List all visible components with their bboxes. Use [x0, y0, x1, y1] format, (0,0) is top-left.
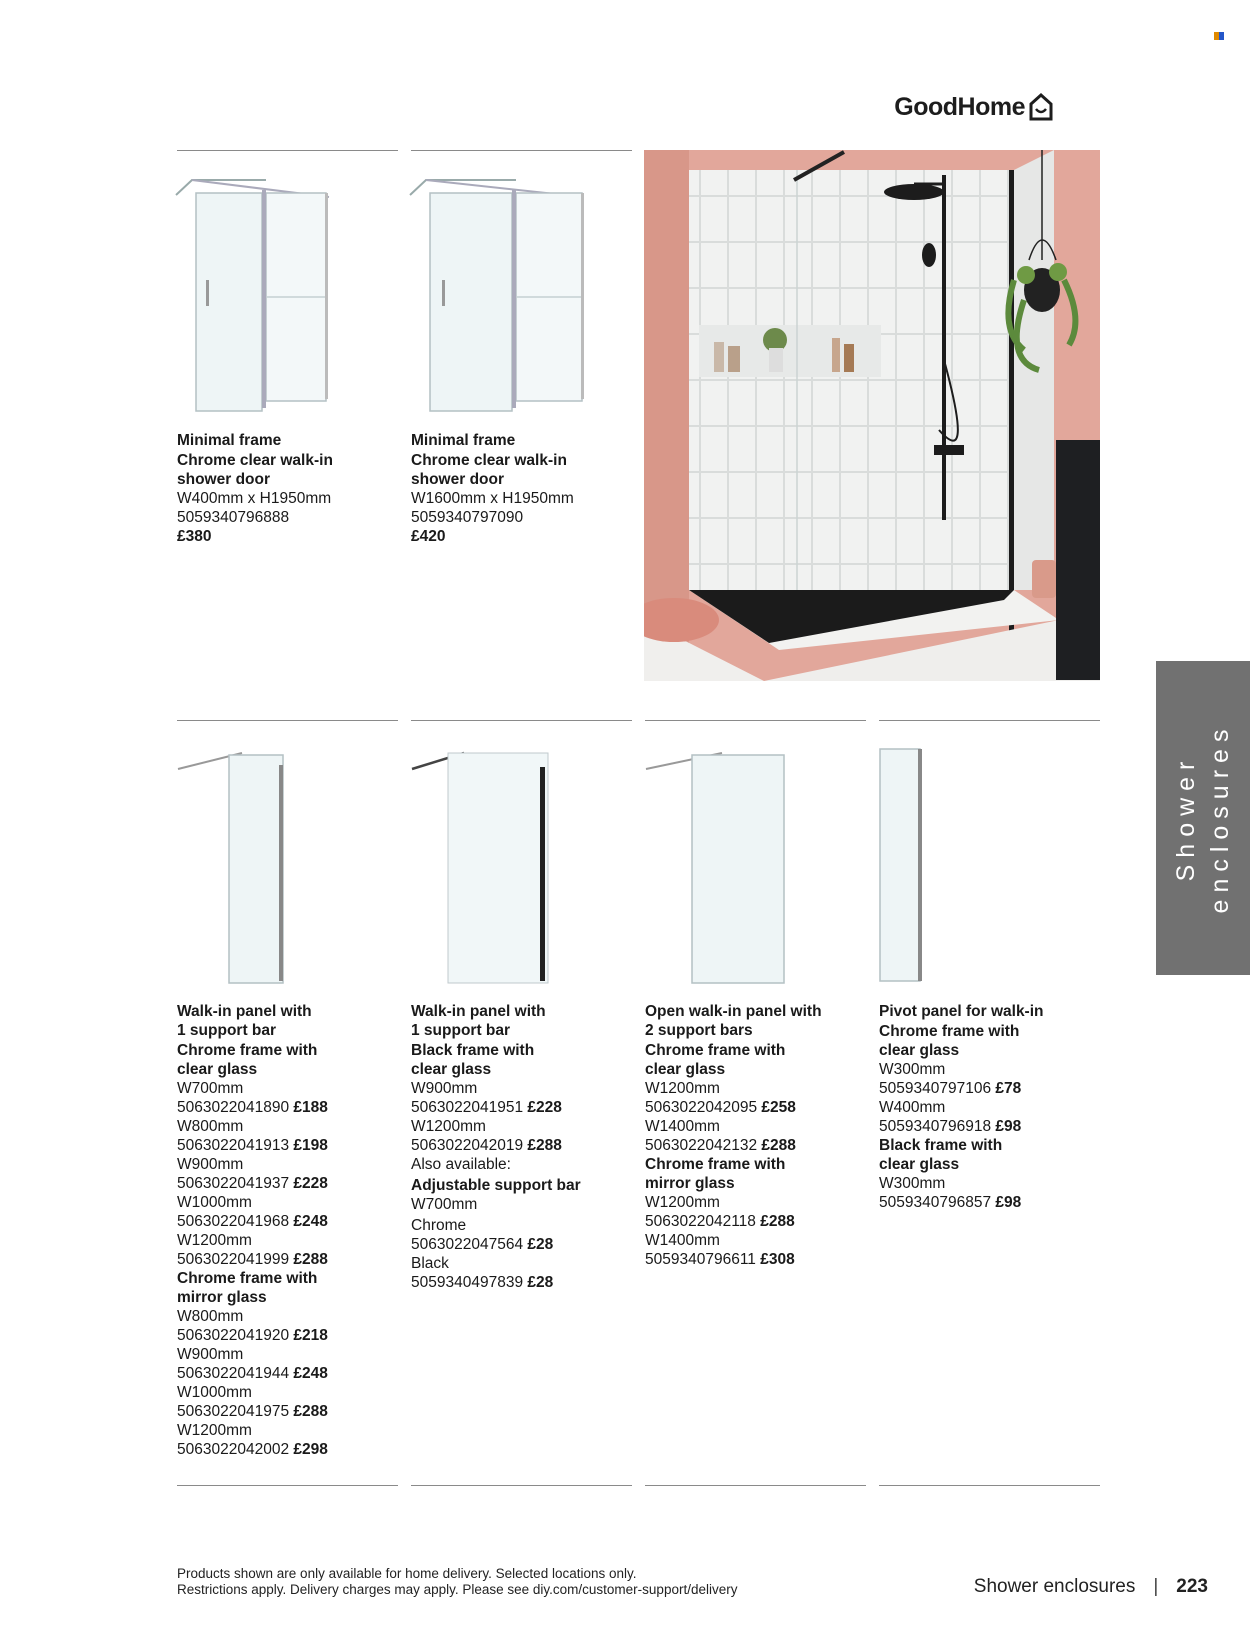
- product-line: [879, 1079, 1044, 1098]
- variant-heading: clear glass: [879, 1156, 960, 1173]
- product-size: W300mm: [879, 1175, 946, 1192]
- product-price: £248: [293, 1213, 328, 1230]
- product-line: [177, 1402, 328, 1421]
- product-line: [411, 1273, 581, 1292]
- divider: [177, 720, 398, 721]
- corner-mark-icon: [1214, 32, 1224, 40]
- product-price: £420: [411, 528, 446, 545]
- brand-logo: [894, 92, 1054, 122]
- delivery-note-line: Products shown are only available for home delivery. Selected locations only.: [177, 1566, 637, 1581]
- product-price: £98: [995, 1194, 1022, 1211]
- product-card: [177, 1002, 328, 1459]
- product-size: W400mm: [879, 1099, 946, 1116]
- product-price: £218: [293, 1327, 328, 1344]
- product-card: [411, 431, 574, 546]
- product-price: £228: [527, 1099, 562, 1116]
- product-card: [645, 1002, 822, 1269]
- product-code: 5059340796611: [645, 1251, 756, 1268]
- variant-name: Black: [411, 1255, 449, 1272]
- product-line: [645, 1136, 822, 1155]
- product-size: W900mm: [177, 1156, 244, 1173]
- product-size: W700mm: [411, 1196, 478, 1213]
- product-price: £228: [293, 1175, 328, 1192]
- product-title: Pivot panel for walk-in: [879, 1003, 1044, 1020]
- variant-heading: clear glass: [177, 1061, 258, 1078]
- product-line: [645, 1098, 822, 1117]
- variant-heading: Chrome frame with: [177, 1042, 318, 1059]
- product-title: Open walk-in panel with: [645, 1003, 822, 1020]
- product-card: [177, 431, 333, 546]
- product-title: Minimal frame: [177, 432, 282, 449]
- product-line: [177, 1326, 328, 1345]
- delivery-note: [177, 1566, 737, 1598]
- bathroom-photo: [644, 150, 1100, 681]
- divider: [645, 1485, 866, 1486]
- walk-in-panel-image: [642, 745, 792, 985]
- product-line: [411, 1235, 581, 1254]
- product-price: £380: [177, 528, 212, 545]
- pivot-panel-image: [876, 745, 936, 985]
- house-logo-icon: [1028, 92, 1054, 122]
- accessory-heading: Adjustable support bar: [411, 1177, 581, 1194]
- product-line: [177, 1098, 328, 1117]
- product-size: W800mm: [177, 1118, 244, 1135]
- variant-heading: Chrome frame with: [645, 1042, 786, 1059]
- product-size: W400mm x H1950mm: [177, 490, 332, 507]
- brand-name: GoodHome: [894, 92, 1025, 121]
- product-line: [177, 1364, 328, 1383]
- product-price: £78: [995, 1080, 1022, 1097]
- divider: [411, 720, 632, 721]
- product-size: W1400mm: [645, 1232, 720, 1249]
- product-code: 5059340497839: [411, 1274, 524, 1291]
- section-side-tab: [1156, 661, 1250, 975]
- side-tab-line: Shower: [1172, 754, 1200, 882]
- product-line: [411, 1136, 581, 1155]
- page-footer: [974, 1576, 1208, 1598]
- product-title: Chrome clear walk-in: [177, 452, 333, 469]
- product-title: Walk-in panel with: [411, 1003, 546, 1020]
- product-code: 5063022041890: [177, 1099, 290, 1116]
- variant-heading: Chrome frame with: [177, 1270, 318, 1287]
- product-price: £308: [760, 1251, 795, 1268]
- variant-heading: Chrome frame with: [645, 1156, 786, 1173]
- variant-heading: clear glass: [411, 1061, 492, 1078]
- product-line: [879, 1117, 1044, 1136]
- product-code: 5059340797090: [411, 509, 524, 526]
- section-side-tab-label: [1169, 723, 1237, 914]
- product-line: [411, 1098, 581, 1117]
- variant-heading: mirror glass: [177, 1289, 267, 1306]
- product-price: £188: [293, 1099, 328, 1116]
- product-card: [879, 1002, 1044, 1212]
- product-price: £288: [761, 1137, 796, 1154]
- product-size: W1200mm: [177, 1422, 252, 1439]
- product-card: [411, 1002, 581, 1292]
- product-price: £198: [293, 1137, 328, 1154]
- product-price: £298: [293, 1441, 328, 1458]
- product-price: £288: [527, 1137, 562, 1154]
- variant-heading: clear glass: [879, 1042, 960, 1059]
- product-title: 2 support bars: [645, 1022, 753, 1039]
- product-size: W1200mm: [645, 1194, 720, 1211]
- product-line: [177, 1136, 328, 1155]
- product-code: 5059340796918: [879, 1118, 992, 1135]
- product-title: Minimal frame: [411, 432, 516, 449]
- variant-name: Chrome: [411, 1217, 467, 1234]
- product-size: W800mm: [177, 1308, 244, 1325]
- product-size: W1000mm: [177, 1384, 252, 1401]
- footer-separator: |: [1153, 1576, 1159, 1597]
- product-line: [177, 1440, 328, 1459]
- product-code: 5063022042002: [177, 1441, 290, 1458]
- product-code: 5063022042095: [645, 1099, 758, 1116]
- product-size: W1200mm: [177, 1232, 252, 1249]
- product-size: W1200mm: [645, 1080, 720, 1097]
- product-size: W1400mm: [645, 1118, 720, 1135]
- product-title: 1 support bar: [177, 1022, 277, 1039]
- product-code: 5063022041920: [177, 1327, 290, 1344]
- product-code: 5063022042132: [645, 1137, 758, 1154]
- variant-heading: mirror glass: [645, 1175, 735, 1192]
- shower-door-image: [408, 175, 588, 413]
- product-code: 5063022041944: [177, 1365, 290, 1382]
- product-code: 5063022041975: [177, 1403, 290, 1420]
- section-name: Shower enclosures: [973, 1576, 1136, 1597]
- divider: [177, 150, 398, 151]
- product-price: £28: [527, 1236, 554, 1253]
- shower-door-image: [174, 175, 334, 413]
- product-title: Walk-in panel with: [177, 1003, 312, 1020]
- product-code: 5063022041937: [177, 1175, 290, 1192]
- product-size: W900mm: [411, 1080, 478, 1097]
- product-size: W700mm: [177, 1080, 244, 1097]
- product-line: [879, 1193, 1044, 1212]
- divider: [645, 720, 866, 721]
- divider: [411, 150, 632, 151]
- product-code: 5059340796857: [879, 1194, 992, 1211]
- product-price: £28: [527, 1274, 554, 1291]
- product-price: £288: [760, 1213, 795, 1230]
- side-tab-line: enclosures: [1206, 722, 1234, 914]
- delivery-note-line: Restrictions apply. Delivery charges may apply. Please see diy.com/customer-support/delivery: [177, 1582, 738, 1597]
- product-code: 5063022047564: [411, 1236, 524, 1253]
- product-code: 5063022041968: [177, 1213, 290, 1230]
- product-line: [645, 1250, 822, 1269]
- product-code: 5063022041951: [411, 1099, 524, 1116]
- divider: [879, 720, 1100, 721]
- product-price: £258: [761, 1099, 796, 1116]
- product-line: [645, 1212, 822, 1231]
- variant-heading: Black frame with: [411, 1042, 535, 1059]
- product-code: 5063022041999: [177, 1251, 290, 1268]
- product-code: 5059340796888: [177, 509, 290, 526]
- walk-in-panel-image: [408, 745, 558, 985]
- product-size: W1600mm x H1950mm: [411, 490, 574, 507]
- walk-in-panel-image: [174, 745, 294, 985]
- product-line: [177, 1174, 328, 1193]
- product-price: £288: [293, 1251, 328, 1268]
- product-price: £98: [995, 1118, 1022, 1135]
- divider: [411, 1485, 632, 1486]
- product-size: W900mm: [177, 1346, 244, 1363]
- product-size: W300mm: [879, 1061, 946, 1078]
- product-title: 1 support bar: [411, 1022, 511, 1039]
- variant-heading: clear glass: [645, 1061, 726, 1078]
- product-title: shower door: [411, 471, 505, 488]
- product-code: 5063022042118: [645, 1213, 756, 1230]
- divider: [879, 1485, 1100, 1486]
- product-price: £248: [293, 1365, 328, 1382]
- product-code: 5063022042019: [411, 1137, 524, 1154]
- product-line: [177, 1212, 328, 1231]
- variant-heading: Chrome frame with: [879, 1023, 1020, 1040]
- product-title: Chrome clear walk-in: [411, 452, 567, 469]
- product-code: 5059340797106: [879, 1080, 992, 1097]
- also-available-label: Also available:: [411, 1156, 511, 1173]
- product-size: W1200mm: [411, 1118, 486, 1135]
- divider: [177, 1485, 398, 1486]
- product-code: 5063022041913: [177, 1137, 290, 1154]
- product-line: [177, 1250, 328, 1269]
- product-size: W1000mm: [177, 1194, 252, 1211]
- product-title: shower door: [177, 471, 271, 488]
- page-number: 223: [1176, 1576, 1208, 1597]
- product-price: £288: [293, 1403, 328, 1420]
- variant-heading: Black frame with: [879, 1137, 1003, 1154]
